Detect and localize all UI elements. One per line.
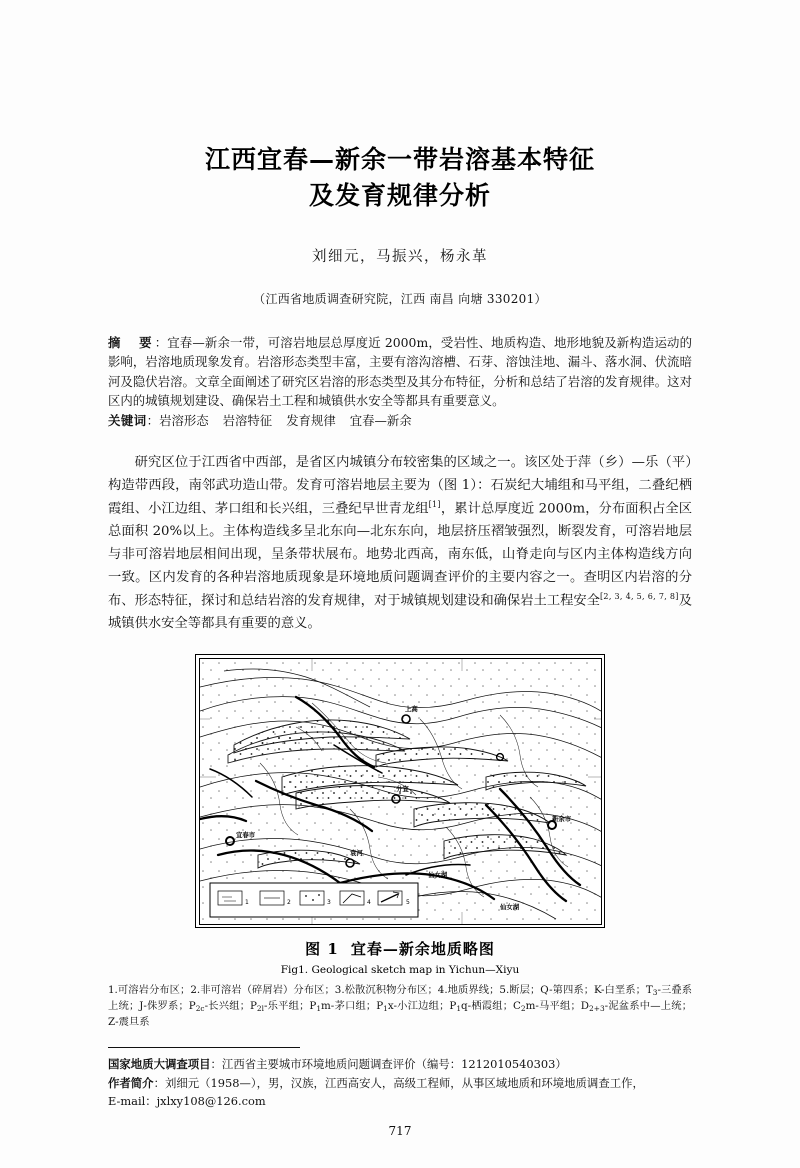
map-label-5: 袁河 bbox=[349, 848, 363, 857]
legend-text-10: x-小江边组；P bbox=[387, 1000, 457, 1013]
legend-text-12: q-栖霞组；C bbox=[461, 1000, 521, 1013]
legend-subscript-9: 1 bbox=[383, 1003, 388, 1013]
legend-text-2: -三叠系上统；J-侏罗系；P bbox=[108, 984, 692, 1013]
legend-subscript-7: 1 bbox=[316, 1003, 322, 1013]
svg-text:1: 1 bbox=[244, 898, 249, 906]
body-paragraph bbox=[108, 452, 692, 636]
page-title-line-2: 及发育规律分析 bbox=[308, 181, 491, 211]
fund-label: 国家地质大调查项目 bbox=[108, 1057, 211, 1072]
footnotes-section bbox=[108, 1055, 692, 1110]
map-frame-outer bbox=[195, 654, 605, 928]
fund-text: ：江西省主要城市环境地质问题调查评价（编号：1212010540303） bbox=[210, 1057, 567, 1072]
abstract-paragraph bbox=[108, 333, 692, 411]
keyword-3: 发育规律 bbox=[286, 412, 336, 428]
citation-marker-2: [2, 3, 4, 5, 6, 7, 8] bbox=[600, 592, 679, 602]
map-label-6: 仙女湖 bbox=[427, 870, 447, 879]
legend-subscript-15: 2+3 bbox=[589, 1003, 605, 1013]
figure-legend-text bbox=[108, 983, 692, 1031]
legend-text-8: m-茅口组；P bbox=[321, 1000, 384, 1013]
legend-text-6: -乐平组；P bbox=[264, 1000, 317, 1013]
bio-text: ：刘细元（1958—），男，汉族，江西高安人，高级工程师，从事区域地质和环境地质调查工作， bbox=[153, 1075, 644, 1090]
author-list: 刘细元，马振兴，杨永革 bbox=[312, 248, 488, 265]
fund-note bbox=[108, 1055, 692, 1073]
geological-sketch-map bbox=[200, 659, 602, 924]
keywords-paragraph bbox=[108, 411, 692, 431]
footnote-divider bbox=[108, 1047, 300, 1048]
abstract-text: 宜春—新余一带，可溶岩地层总厚度近 2000m，受岩性、地质构造、地形地貌及新构造运动的影响，岩溶地质现象发育。岩溶形态类型丰富，主要有溶沟溶槽、石芽、溶蚀洼地、漏斗、落水洞、伏流暗河及隐伏岩溶。文章全面阐述了研究区岩溶的形态类型及其分布特征，分析和总结了岩溶的发育规律。这对区内的城镇规划建设、确保岩土工程和城镇供水安全等都具有重要意义。 bbox=[108, 334, 692, 409]
legend-subscript-1: 3 bbox=[652, 988, 658, 998]
page-number: 717 bbox=[388, 1124, 412, 1139]
legend-subscript-11: 1 bbox=[456, 1003, 462, 1013]
affiliation: （江西省地质调查研究院，江西 南昌 向塘 330201） bbox=[253, 291, 547, 306]
legend-subscript-5: 2l bbox=[256, 1003, 264, 1013]
svg-text:4: 4 bbox=[366, 898, 371, 906]
keywords-colon: ： bbox=[146, 412, 160, 428]
page-title-line-1: 江西宜春—新余一带岩溶基本特征 bbox=[204, 145, 595, 174]
keywords-label: 关键词 bbox=[108, 412, 147, 428]
figure-1 bbox=[195, 654, 605, 976]
svg-text:2: 2 bbox=[286, 898, 291, 906]
abstract-section bbox=[108, 333, 692, 431]
legend-subscript-3: 2c bbox=[195, 1003, 205, 1013]
author-bio-note bbox=[108, 1074, 692, 1092]
map-label-2: 新余市 bbox=[551, 814, 571, 823]
keyword-4: 宜春—新余 bbox=[349, 412, 412, 428]
bio-label: 作者简介 bbox=[108, 1075, 154, 1090]
keywords-list bbox=[159, 413, 412, 428]
figure-caption-en: Fig1. Geological sketch map in Yichun—Xiyu bbox=[280, 964, 520, 977]
email-note: E-mail：jxlxy108@126.com bbox=[108, 1093, 266, 1108]
map-label-1: 宜春市 bbox=[235, 830, 255, 839]
title-block bbox=[0, 142, 800, 215]
legend-text-0: 1.可溶岩分布区；2.非可溶岩（碎屑岩）分布区；3.松散沉积物分布区；4.地质界线；5.断层；Q-第四系；K-白垩系；T bbox=[108, 984, 653, 997]
map-label-7: 仙女湖 bbox=[499, 902, 519, 911]
map-frame-inner bbox=[199, 658, 602, 925]
body-text-part-3: 及城镇供水安全等都具有重要的意义。 bbox=[108, 593, 693, 632]
figure-title-cn: 宜春—新余地质略图 bbox=[350, 940, 495, 959]
legend-text-16: -泥盆系中—上统；Z-震旦系 bbox=[108, 1000, 692, 1029]
map-label-4: 分宜 bbox=[395, 784, 409, 793]
legend-text-14: m-马平组；D bbox=[525, 1000, 590, 1013]
abstract-label: 摘 要 bbox=[108, 334, 155, 350]
citation-marker-1: [1] bbox=[428, 500, 441, 510]
body-text-part-1: 研究区位于江西省中西部，是省区内城镇分布较密集的区域之一。该区处于萍（乡）—乐（平）构造带西段，南邻武功造山带。发育可溶岩地层主要为（图 1）：石炭纪大埔组和马平组，二叠纪栖霞组、小江边组、茅口组和长兴组，三叠纪早世青龙组 bbox=[108, 455, 692, 517]
keyword-1: 岩溶形态 bbox=[159, 412, 209, 428]
legend-subscript-13: 2 bbox=[520, 1003, 526, 1013]
map-label-3: 上高 bbox=[404, 704, 418, 713]
svg-text:5: 5 bbox=[405, 898, 410, 906]
legend-text-4: -长兴组；P bbox=[204, 1000, 257, 1013]
svg-text:3: 3 bbox=[326, 898, 331, 906]
keyword-2: 岩溶特征 bbox=[222, 412, 273, 428]
map-legend-box bbox=[210, 883, 418, 917]
abstract-colon: ： bbox=[154, 334, 168, 350]
figure-number: 图 1 bbox=[305, 940, 339, 959]
body-text-part-2: ，累计总厚度近 2000m，分布面积占全区总面积 20%以上。主体构造线多呈北东向—北东东向，地层挤压褶皱强烈，断裂发育，可溶岩地层与非可溶岩地层相间出现，呈条带状展布。地势北西高，南东低，山脊走向与区内主体构造线方向一致。区内发育的各种岩溶地质现象是环境地质问题调查评价的主要内容之一。查明区内岩溶的分布、形态特征，探讨和总结岩溶的发育规律，对于城镇规划建设和确保岩土工程安全 bbox=[108, 501, 692, 609]
figure-caption-cn bbox=[195, 938, 605, 959]
